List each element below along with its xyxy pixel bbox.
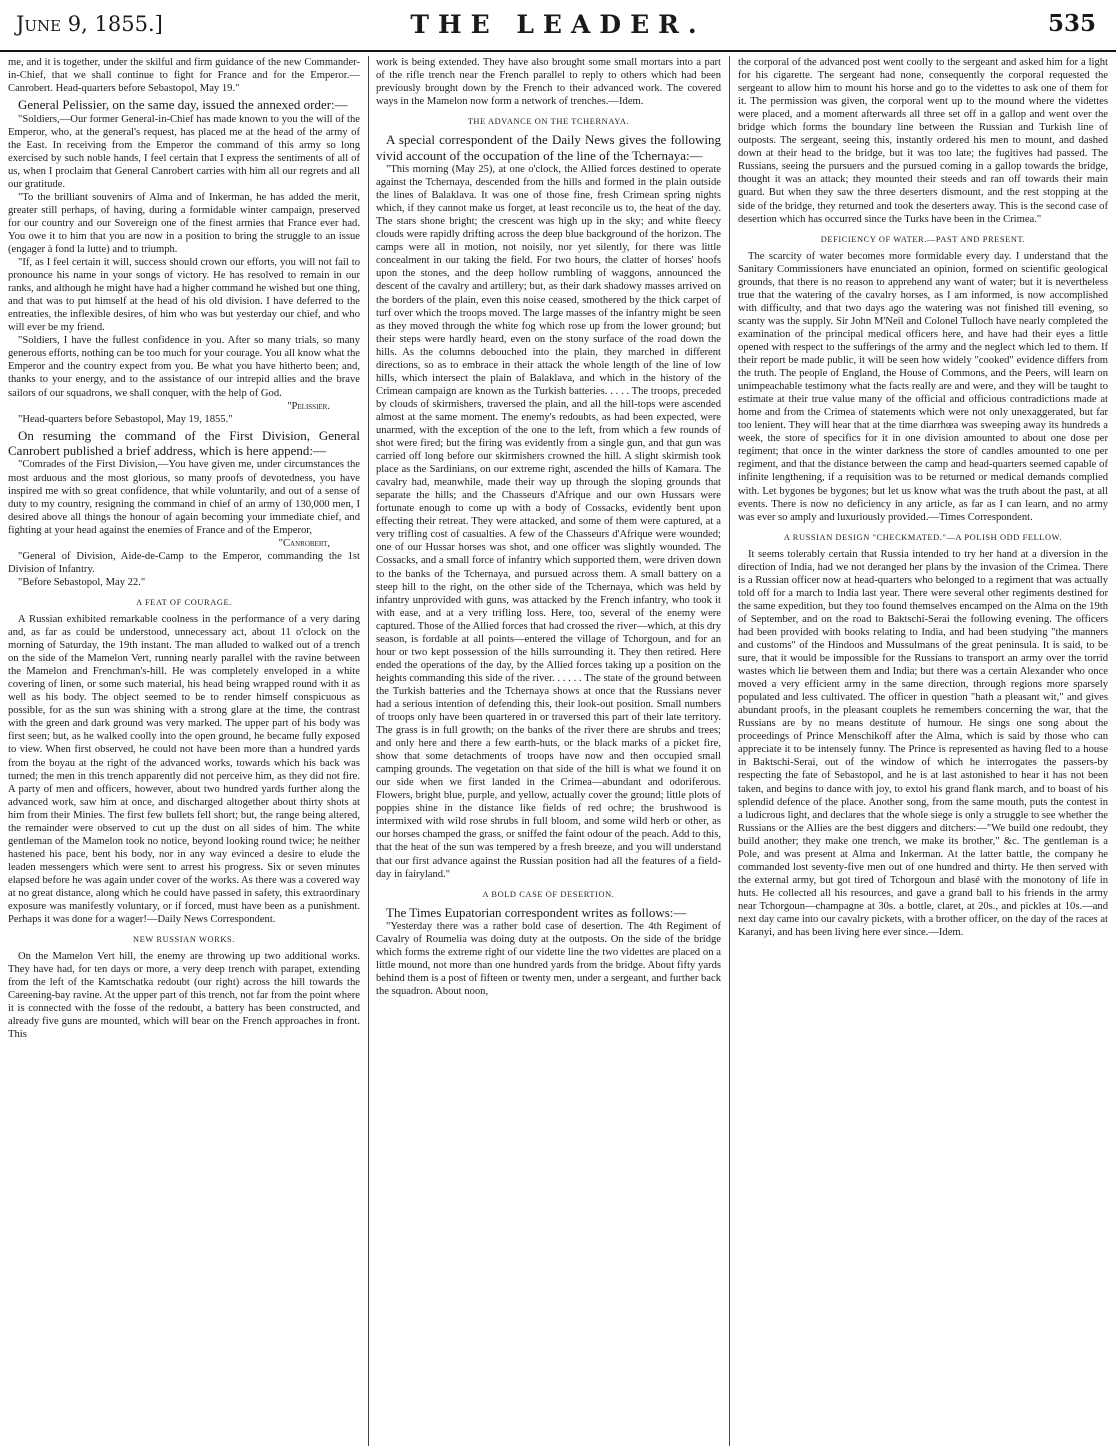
paragraph: "Soldiers,—Our former General-in-Chief has made known to you the will of the Emperor, who, at the general's request, has placed me at the head of the army of the East. In receiving from the Emperor the command of this army so long exercised by such noble hands, I feel certain that I express the sentiments of all of us, when I proclaim that General Canrobert carries with him all our regrets and all our gratitude.	[8, 113, 360, 190]
column-3	[738, 56, 1108, 1446]
section-heading: NEW RUSSIAN WORKS.	[133, 935, 235, 945]
column-2	[376, 56, 721, 1446]
paragraph: The scarcity of water becomes more formidable every day. I understand that the Sanitary Commissioners have enunciated an opinion, formed on scientific geological grounds, that there is no reason to apprehend any want of water; but it is nevertheless true that the watering of the cavalry horses, as I am informed, is now accomplished with difficulty, and that two days ago the watering was not finished till evening, so scanty was the supply. Sir John M'Neil and Colonel Tulloch have nearly completed the examination of the principal medical officers here, and have had their eyes a little opened with respect to the sufferings of the army and the neglect which led to them. If their report be made public, it will be seen how widely "cooked" evidence differs from the truth. The people of England, the House of Commons, and the Peers, will learn on unimpeachable testimony what the facts really are and were, and they will be taught to estimate at their true value many of the official and officious contradictions made at home and from the Crimea of statements which were not only unexaggerated, but far too lenient. They will hear that at the time diarrhœa was sweeping away its hundreds a week, the store of specifics for it in one division amounted to about one dose per regiment; that once in the winter darkness the store of candles amounted to one per regiment, and that the distance between the camp and head-quarters seemed capable of infinite lengthening, if a requisition was to be returned or medical demands complied with. Let bygones be bygones; but let us know what was the truth about the past, at all events. There is now no deficiency in any article, as far as I can learn, and no army was ever so amply and luxuriously provided.—Times Correspondent.	[738, 250, 1108, 523]
paragraph: General Pelissier, on the same day, issued the annexed order:—	[18, 97, 348, 113]
section-heading: THE ADVANCE ON THE TCHERNAYA.	[467, 117, 630, 127]
paragraph: A Russian exhibited remarkable coolness in the performance of a very daring and, as far as could be understood, unnecessary act, about 11 o'clock on the morning of Saturday, the 19th instant. The man alluded to walked out of a trench on the side of the Mamelon Vert, running nearly parallel with the ravine between the Mamelon and Frenchman's-hill. He was completely enveloped in a white covering of linen, or some such material, his head being wrapped round with it as well as his body. The object seemed to be to render himself conspicuous as possible, for as the sun was shining with a strong glare at the time, the contrast with the green and dark ground was very marked. The upper part of his body was first seen; but, as he walked coolly into the open ground, he became fully exposed to view. When first observed, he could not have been more than a hundred yards from the boyau at the right of the advanced works, towards which his back was turned; the men in this trench apparently did not perceive him, as they did not fire. A party of men and officers, however, about two hundred yards further along the advanced work, saw him at once, and discharged altogether about thirty shots at him from their Minies. The first few bullets fell short; but, the range being altered, the remainder were observed to cut up the dust on all sides of him. The white gentleman of the Mamelon took no notice, beyond looking round twice; he neither hastened his pace, bent his body, nor in any way evinced a desire to elude the leaden messengers which were sent to arrest his progress. Six or seven minutes elapsed before he was again under cover of the works. As there was a covered way at no great distance, along which he could have passed in safety, this extraordinary exposure was manifestly voluntary, or if forced, must have been as a punishment. Perhaps it was done for a wager!—Daily News Correspondent.	[8, 614, 360, 926]
newspaper-title: THE LEADER.	[410, 10, 706, 39]
paragraph: "To the brilliant souvenirs of Alma and of Inkerman, he has added the merit, greater still perhaps, of having, during a formidable winter campaign, preserved for our country and our Sovereign one of the finest armies that France ever had. You owe it to him that you are now in a position to bring the struggle to an issue (engager à fond la lutte) and to triumph.	[8, 191, 360, 256]
section-heading: DEFICIENCY OF WATER.—PAST AND PRESENT.	[820, 234, 1026, 244]
issue-date: June 9, 1855.]	[16, 12, 163, 36]
column-1	[8, 56, 360, 1446]
page-number: 535	[1047, 10, 1096, 37]
paragraph: It seems tolerably certain that Russia intended to try her hand at a diversion in the direction of India, had we not deranged her plans by the invasion of the Crimea. There is a Russian officer now at head-quarters who belonged to a regiment that was actually told off for a march to India last year. There were several other regiments destined for the same expedition, but they too found themselves encamped on the Alma on the 19th of September, and on the road to Baktschi-Serai the following evening. The officers had been provided with books relating to India, and had been studying "the manners and customs" of the Hindoos and Mussulmans of the great peninsula. It is said, to be sure, that it would be impossible for the Russians to transport an army over the torrid wastes which lie between them and India; but there was a certain Alexander who once moved a very efficient army in the same direction, through regions more sparsely populated and less cultivated. The officer in question "hath a pleasant wit," and gives abundant proofs, in the pleasant couplets he remembers concerning the war, that the Russians are by no means destitute of humour. He sings one song about the proceedings of Prince Menschikoff after the Alma, which is said by those who can appreciate it to be intensely funny. The Prince is represented as having fled to a house in Baktschi-Serai, out of the window of which he interrogates the passers-by respecting the fate of Sebastopol, and he is at last astonished to hear it has not been taken, and begins to dance with joy, to extol his grand flank march, and to boast of his splendid defence of the place. Another song, from the same mouth, puts the contest in a ludicrous light, and declares that the whole siege is only a struggle to see whether the Russians or the Allies are the best diggers and ditchers:—"We build one redoubt, they build another; they make one trench, we make its brother," &c. The gentleman is a Pole, and was present at Alma and Inkerman. At the latter battle, the company he commanded lost seventy-five men out of one hundred and thirty. He then served with the external army, but got tired of Tchorgoun and blasé with the monotony of life in huts. He collected all his resources, and gave a grand ball to his friends in the army near Tchorgoun—champagne at 30s. a bottle, claret, at 20s., and pickles at 10s.—and next day came into our cavalry pickets, with a brother officer, on the day of the races at Karanyi, and has been living here ever since.—Idem.	[738, 548, 1108, 939]
paragraph: "If, as I feel certain it will, success should crown our efforts, you will not fail to pronounce his name in your songs of victory. He has resolved to remain in our ranks, and although he might have had a higher command he wished but one thing, and that was to put himself at the head of his old division. I have deferred to the entreaties, the inflexible desires, of him who was but yesterday our chief, and who will ever be my friend.	[8, 257, 360, 334]
paragraph: "Yesterday there was a rather bold case of desertion. The 4th Regiment of Cavalry of Roumelia was doing duty at the outposts. On the side of the bridge which forms the extreme right of our vidette line the two videttes are placed on a little mound, not more than one hundred yards from the bridge. About fifty yards behind them is a post of fifteen or twenty men, under a sergeant, and further back the squadron. About noon,	[376, 921, 721, 998]
section-heading: A FEAT OF COURAGE.	[136, 597, 232, 607]
paragraph: the corporal of the advanced post went coolly to the sergeant and asked him for a light for his cigarette. The sergeant had none, consequently the corporal requested the sergeant to allow him to mount his horse and go to the videttes to ask one of them for it. The permission was given, the corporal went up to the mound where the videttes were placed, and a moment afterwards all three set off in a gallop and went over the bridge which forms the boundary line between the Russian and Turkish line of outposts. The sergeant, seeing this, instantly ordered his men to mount, and dashed down at their head to the bridge, but it was too late; the fugitives had passed. The Russians, seeing the pursuers and the pursued coming in a gallop towards the bridge, thought it was an attack; they mounted their steeds and ran off towards their main guard. But when they saw the three deserters dismount, and the rest stopping at the side of the bridge, they returned and took the deserters away. This is the second case of desertion which has occurred since the Turks have been in the Crimea."	[738, 57, 1108, 225]
signature: "Canrobert,	[278, 537, 330, 549]
paragraph: On resuming the command of the First Division, General Canrobert published a brief address, which is here append:—	[8, 427, 360, 459]
paragraph: "Head-quarters before Sebastopol, May 19, 1855."	[18, 413, 233, 425]
paragraph: "Comrades of the First Division,—You have given me, under circumstances the most arduous and the most glorious, so many proofs of devotedness, you have inspired me with so great confidence, that while voluntarily, and out of a sense of duty to my country, resigning the command in chief of an army of 130,000 men, I desired above all things the honour of again becoming your immediate chief, and fighting at your head against the enemies of France and of the Emperor,	[8, 459, 360, 536]
column-divider	[368, 56, 369, 1446]
signature: "Pelissier.	[287, 400, 330, 412]
paragraph: "General of Division, Aide-de-Camp to the Emperor, commanding the 1st Division of Infantry.	[8, 550, 360, 575]
paragraph: me, and it is together, under the skilful and firm guidance of the new Commander-in-Chief, that we shall continue to fight for France and for the Emperor.—Canrobert. Head-quarters before Sebastopol, May 19."	[8, 57, 360, 95]
masthead	[0, 0, 1116, 52]
paragraph: On the Mamelon Vert hill, the enemy are throwing up two additional works. They have had, for ten days or more, a very deep trench with parapet, extending from the left of the Kamtschatka redoubt (our right) across the hill towards the Careening-bay ravine. At the upper part of this trench, not far from the point where it is connected with the fosse of the redoubt, a battery has been constructed, and already five guns are mounted, which will bear on the French approaches in front. This	[8, 951, 360, 1041]
paragraph: "Before Sebastopol, May 22."	[18, 576, 146, 588]
paragraph: The Times Eupatorian correspondent writes as follows:—	[386, 904, 687, 920]
paragraph: A special correspondent of the Daily News gives the following vivid account of the occupation of the line of the Tchernaya:—	[376, 132, 721, 163]
section-heading: A BOLD CASE OF DESERTION.	[482, 889, 615, 899]
paragraph: work is being extended. They have also brought some small mortars into a part of the rifle trench near the French parallel to reply to others which had been previously brought down by the French to their advanced work. The covered ways in the Mamelon now form a network of trenches.—Idem.	[376, 57, 721, 108]
paragraph: "This morning (May 25), at one o'clock, the Allied forces destined to operate against the Tchernaya, descended from the hills and formed in the plain outside the lines of Balaklava. It was one of those fine, fresh Crimean spring nights which, if they cannot make us forget, at least reconcile us to, the heat of the day. The stars shone bright; the crescent was high up in the sky; and white fleecy clouds were rapidly drifting across the deep blue background of the horizon. The camps were all in motion, not noisily, nor yet silently, for there was little concealment in our taking the field. For two hours, the clatter of horses' hoofs upon the stones, and the deep hollow rumbling of waggons, announced the descent of the cavalry and artillery; but, as their dark shadowy masses arrived on the borders of the plain, even this noise ceased, smothered by the thick carpet of turf over which the troops moved. The large masses of the infantry might be seen as they moved through the white fog which rose up from the lower ground; but their steps were hardly heard, even on the stony surface of the road down the hills. As the columns debouched into the plain, they marched in different directions, so as to embrace in their attack the whole length of the line of low hills, which intersect the plain of Balaklava, and which in the history of the Crimean campaign are known as the Turkish batteries. . . . . The troops, preceded by clouds of skirmishers, traversed the plain, and all the hill-tops were ascended almost at the same moment. The enemy's redoubts, as had been expected, were unarmed, with the exception of the one to the left, from which a few rounds of shot were fired; but the firing was evidently from a single gun, and that gun was carried off long before our skirmishers crowned the hill. A slight skirmish took place as the Sardinians, on our extreme right, ascended the hills of Kamara. The cavalry had, meanwhile, made their way up through the sloping grounds that separate the hills; and the Chasseurs d'Afrique and our own Hussars were fortunate enough to come up with a body of Cossacks, evidently bent upon effecting their retreat. They were attacked, and some of them were captured, at a very trifling cost of casualties. A few of the Chasseurs d'Afrique were wounded; one of our Hussar horses was shot, and one officer was slightly wounded. The Cossacks, and a small force of infantry which supported them, were driven down to the banks of the Tchernaya, and pursued across them. A small battery on a steep hill to the right, on the other side of the Tchernaya, which was held by infantry unprovided with guns, was attacked by the French infantry, who took it with ease, and at a very trifling loss. Here, too, several of the enemy were captured. Those of the Allied forces that had crossed the river—which, at this dry season, is fordable at all points—entered the village of Tchorgoun, and for an hour or two kept possession of the hills surrounding it. They then retired. Here ended the operations of the day, by the Allied forces taking up a position on the heights commanding this side of the river. . . . . . The state of the ground between the Turkish batteries and the Tchernaya shows at once that the Russians never had a serious intention of defending this, their look-out position. Small numbers of troops only have been quartered in or traversed this part of their late territory. The grass is in full growth; on the banks of the river there are shrubs and trees; and only here and there a few earth-huts, or the black marks of a picket fire, show that some detachments of troops have now and then occupied small camping grounds. The vegetation on that side of the hill is what we found it on our side when we first landed in the Crimea—abundant and odoriferous. Flowers, bright blue, purple, and yellow, actually cover the ground; little plots of poppies shine in the distance like fields of red ochre; the brushwood is intermixed with wild rose shrubs in full bloom, and some wild herb or other, as our horses champed the grass, or sniffed the faint odour of the peach. Add to this, that the heat of the sun was tempered by a fresh breeze, and you will understand that our first advance against the Russian position had all the features of a field-day in fairyland."	[376, 164, 721, 880]
section-heading: A RUSSIAN DESIGN "CHECKMATED."—A POLISH ODD FELLOW.	[783, 532, 1063, 542]
column-divider	[729, 56, 730, 1446]
paragraph: "Soldiers, I have the fullest confidence in you. After so many trials, so many generous efforts, nothing can be too much for your courage. You all know what the Emperor and the country expect from you. Be what you have hitherto been; and, thanks to your energy, and to the assistance of our intrepid allies and the brave sailors of our squadrons, we shall conquer, with the help of God.	[8, 335, 360, 399]
